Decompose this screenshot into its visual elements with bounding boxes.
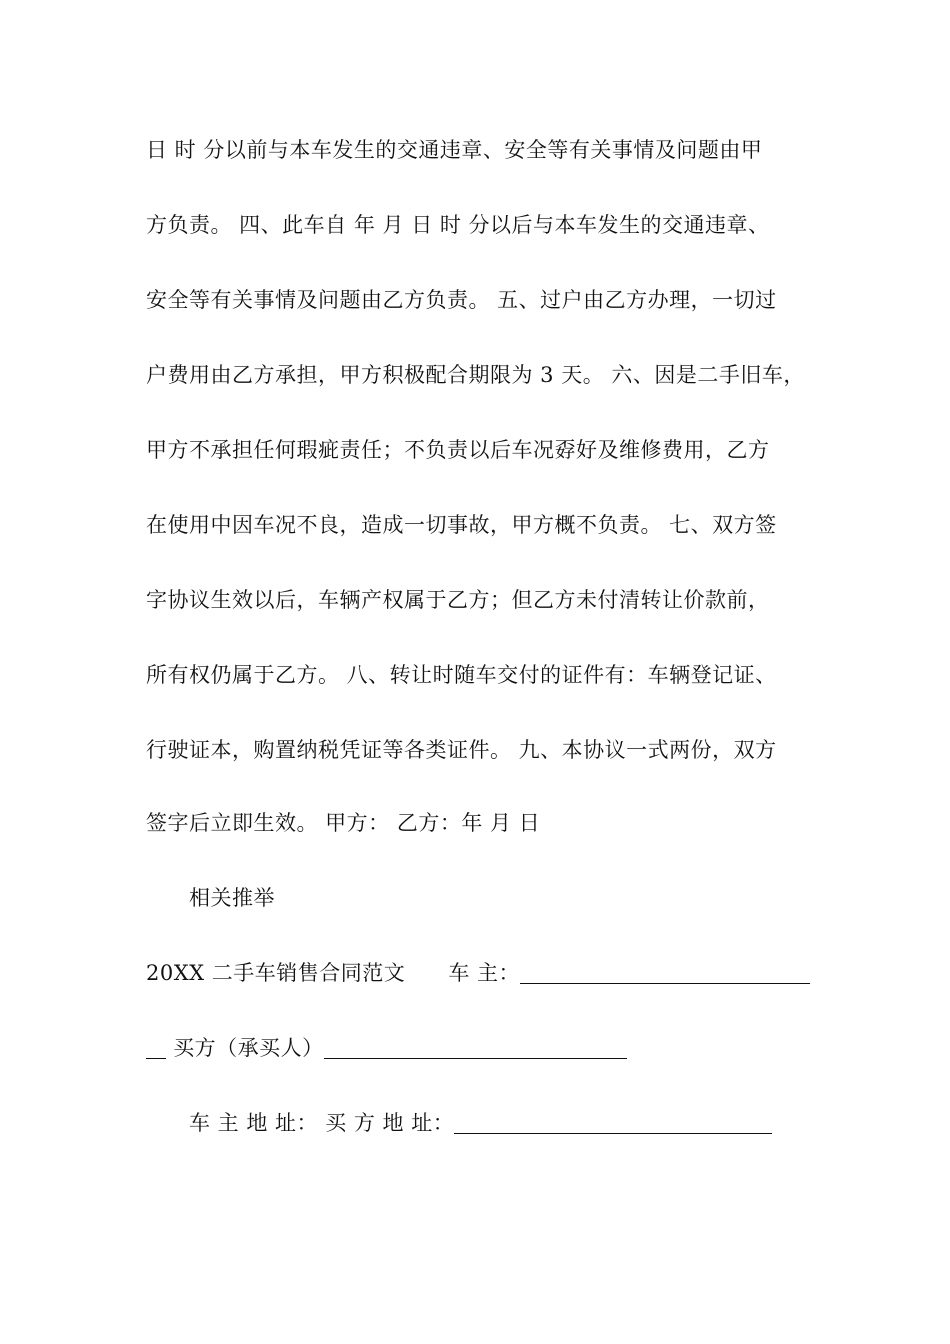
related-heading: 相关推举 [189,886,275,910]
body-line: 日 时 分以前与本车发生的交通违章、安全等有关事情及问题由甲 [146,138,763,162]
body-line: 字协议生效以后，车辆产权属于乙方；但乙方未付清转让价款前， [146,588,770,612]
body-line: 户费用由乙方承担，甲方积极配合期限为 3 天。 六、因是二手旧车， [146,363,805,387]
buyer-label: 买方（承买人） [173,1036,324,1060]
owner-blank [520,959,810,984]
owner-blank-continued [146,1034,166,1059]
buyer-line [146,1033,627,1063]
signature-line: 签字后立即生效。 甲方： 乙方：年 月 日 [146,811,541,835]
body-line: 在使用中因车况不良，造成一切事故，甲方概不负责。 七、双方签 [146,513,777,537]
buyer-blank [324,1034,627,1059]
owner-label: 车 主： [448,961,521,985]
body-line: 安全等有关事情及问题由乙方负责。 五、过户由乙方办理，一切过 [146,288,777,312]
address-line [189,1108,772,1138]
related-title: 20XX 二手车销售合同范文 [146,961,406,985]
related-title-line [146,958,810,988]
address-labels: 车 主 地 址： 买 方 地 址： [189,1111,455,1135]
body-line: 行驶证本，购置纳税凭证等各类证件。 九、本协议一式两份，双方 [146,738,777,762]
address-blank [454,1109,772,1134]
body-line: 甲方不承担任何瑕疵责任；不负责以后车况孬好及维修费用，乙方 [146,438,770,462]
body-line: 方负责。 四、此车自 年 月 日 时 分以后与本车发生的交通违章、 [146,213,770,237]
body-line: 所有权仍属于乙方。 八、转让时随车交付的证件有：车辆登记证、 [146,663,777,687]
